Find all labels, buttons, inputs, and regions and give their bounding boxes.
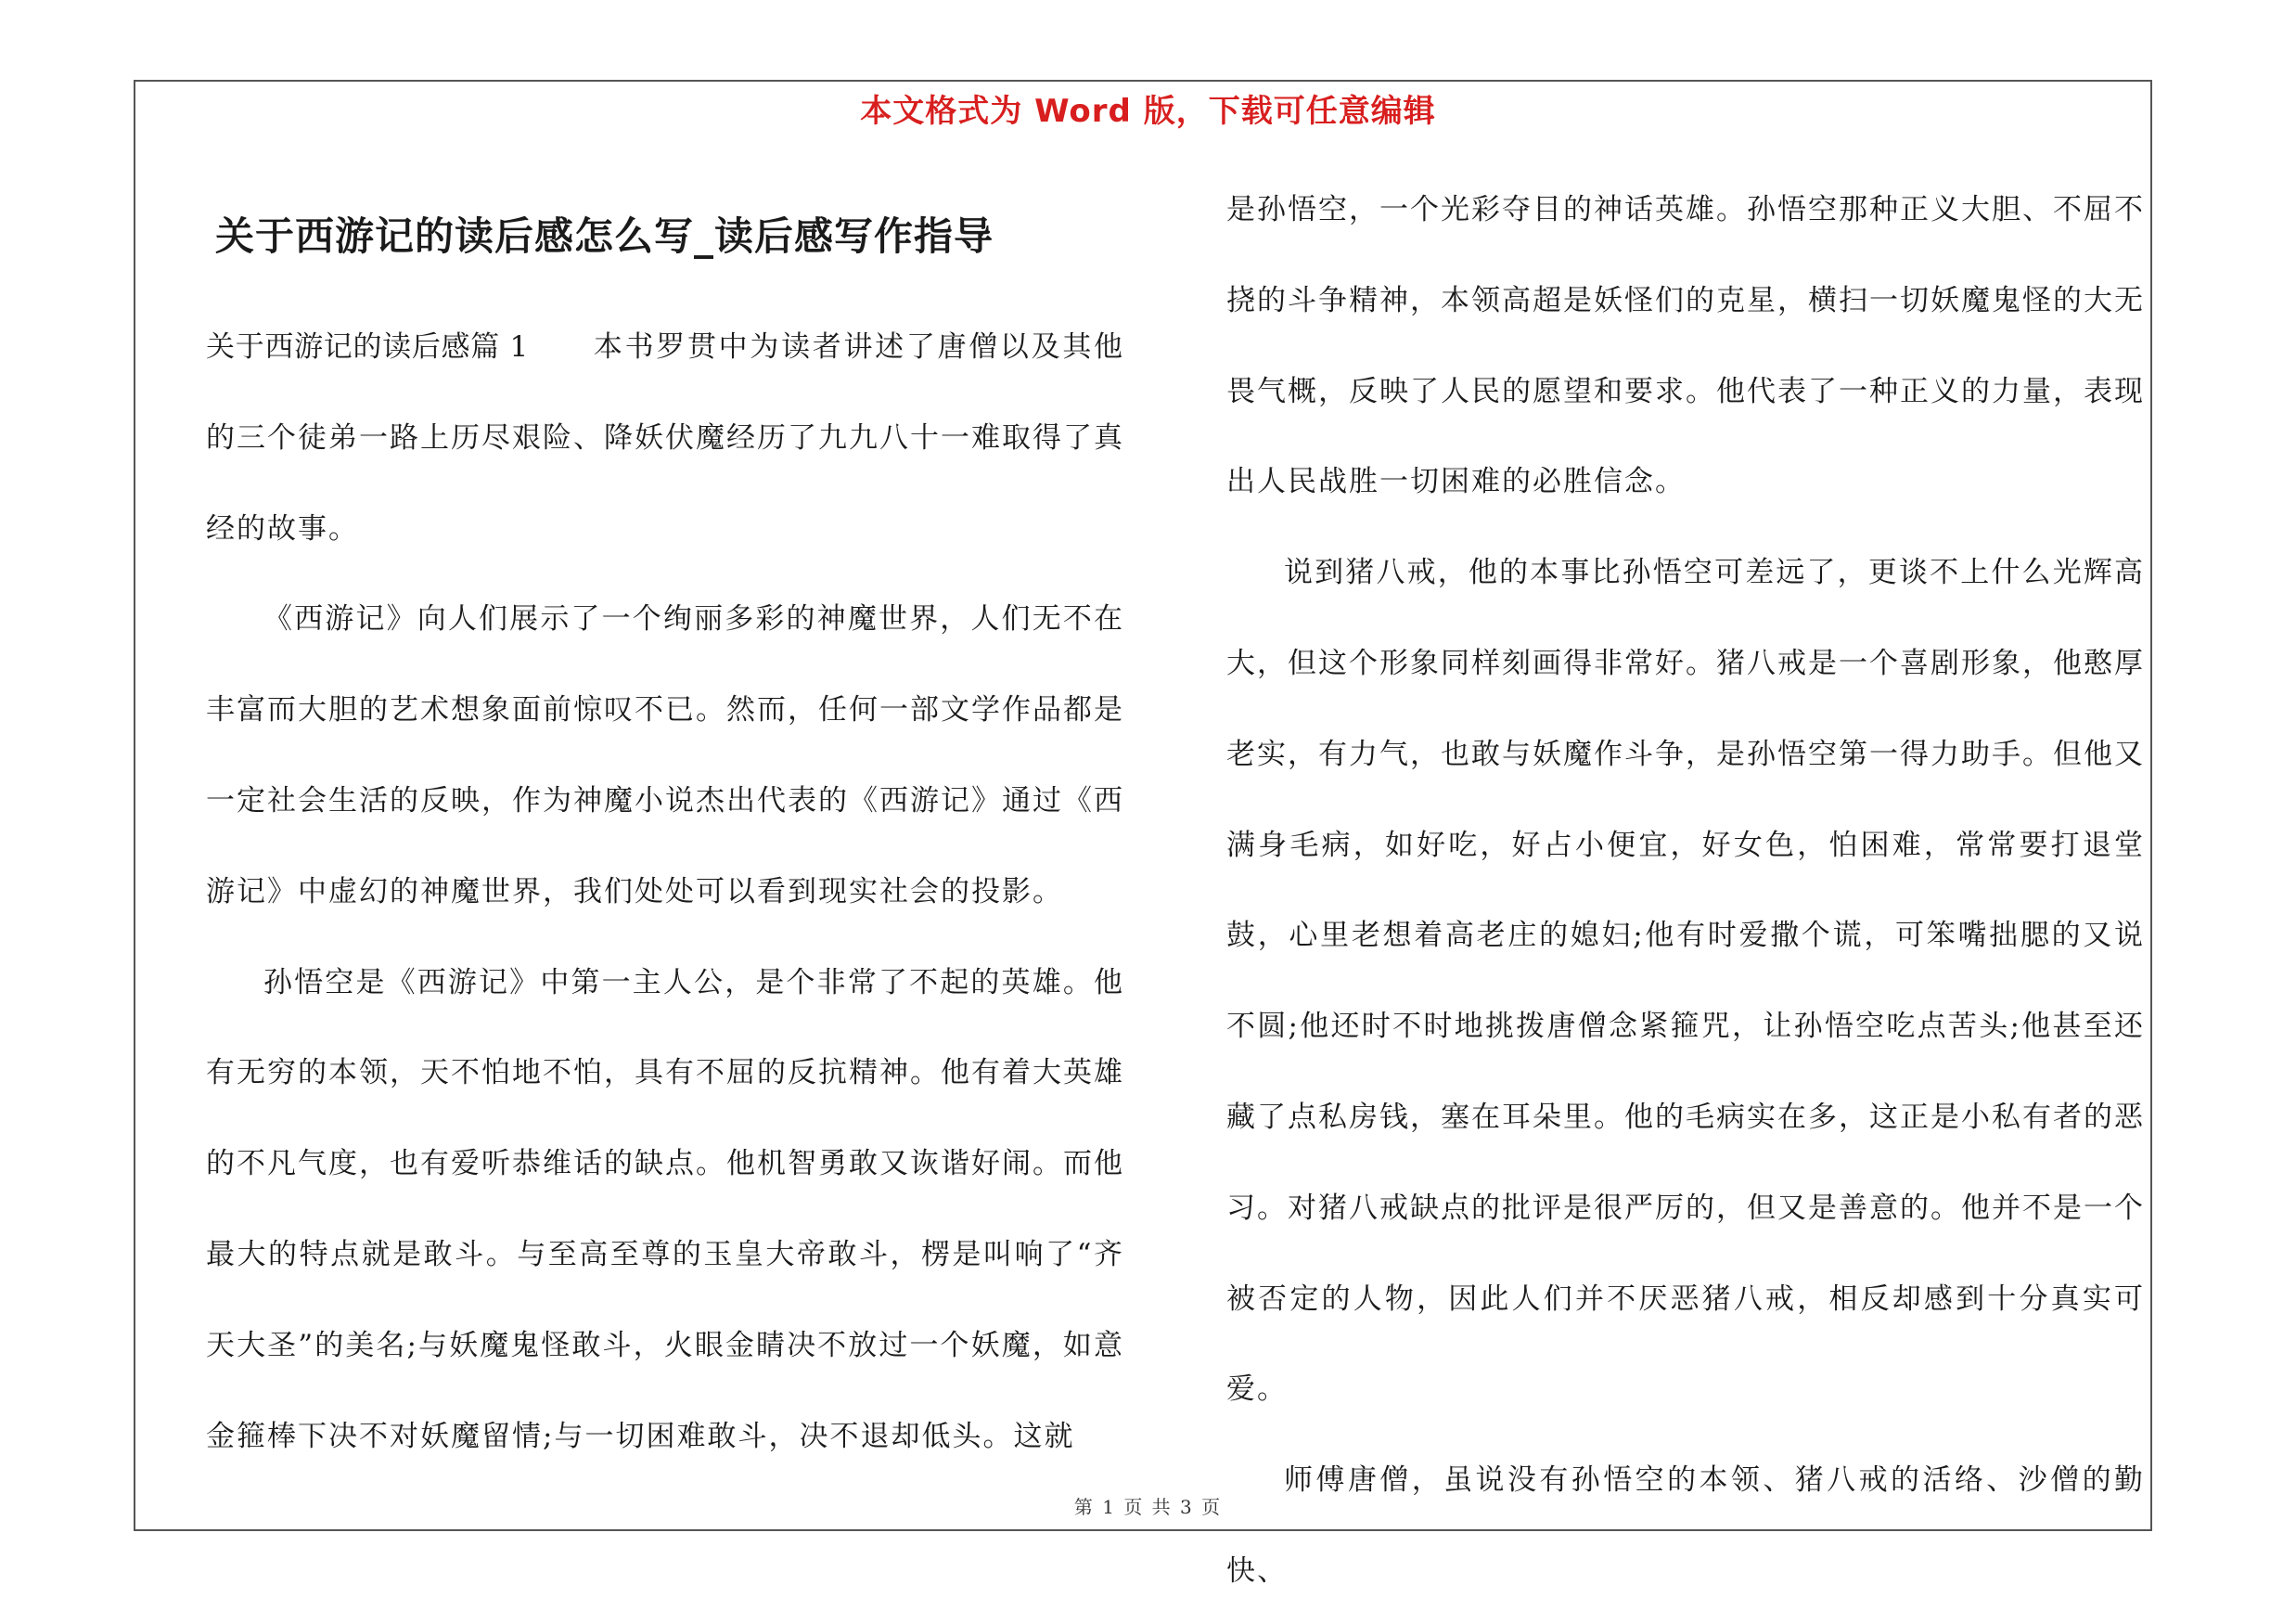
format-banner: 本文格式为 Word 版，下载可任意编辑 <box>860 93 1436 130</box>
left-column <box>206 303 1124 1482</box>
paragraph-zhu-bajie: 说到猪八戒，他的本事比孙悟空可差远了，更谈不上什么光辉高大，但这个形象同样刻画得非常好。猪八戒是一个喜剧形象，他憨厚老实，有力气，也敢与妖魔作斗争，是孙悟空第一得力助手。但他又满身毛病，如好吃，好占小便宜，好女色，怕困难，常常要打退堂鼓，心里老想着高老庄的媳妇;他有时爱撒个谎，可笨嘴拙腮的又说不圆;他还时不时地挑拨唐僧念紧箍咒，让孙悟空吃点苦头;他甚至还藏了点私房钱，塞在耳朵里。他的毛病实在多，这正是小私有者的恶习。对猪八戒缺点的批评是很严厉的，但又是善意的。他并不是一个被否定的人物，因此人们并不厌恶猪八戒，相反却感到十分真实可爱。 <box>1226 556 2145 1407</box>
paragraph-hero-continued: 是孙悟空，一个光彩夺目的神话英雄。孙悟空那种正义大胆、不屈不挠的斗争精神，本领高超是妖怪们的克星，横扫一切妖魔鬼怪的大无畏气概，反映了人民的愿望和要求。他代表了一种正义的力量，表现出人民战胜一切困难的必胜信念。 <box>1226 193 2145 499</box>
intro-paragraph <box>206 303 1124 574</box>
page-footer: 第 1 页 共 3 页 <box>1073 1496 1223 1518</box>
intro-text: 本书罗贯中为读者讲述了唐僧以及其他的三个徒弟一路上历尽艰险、降妖伏魔经历了九九八十一难取得了真经的故事。 <box>206 330 1125 546</box>
paragraph-sun-wukong: 孙悟空是《西游记》中第一主人公，是个非常了不起的英雄。他有无穷的本领，天不怕地不怕，具有不屈的反抗精神。他有着大英雄的不凡气度，也有爱听恭维话的缺点。他机智勇敢又诙谐好闹。而他最大的特点就是敢斗。与至高至尊的玉皇大帝敢斗，楞是叫响了“齐天大圣”的美名;与妖魔鬼怪敢斗，火眼金睛决不放过一个妖魔，如意金箍棒下决不对妖魔留情;与一切困难敢斗，决不退却低头。这就 <box>206 965 1124 1453</box>
right-column <box>1226 165 2145 1617</box>
paragraph-world: 《西游记》向人们展示了一个绚丽多彩的神魔世界，人们无不在丰富而大胆的艺术想象面前惊叹不已。然而，任何一部文学作品都是一定社会生活的反映，作为神魔小说杰出代表的《西游记》通过《西游记》中虚幻的神魔世界，我们处处可以看到现实社会的投影。 <box>206 602 1124 908</box>
document-title: 关于西游记的读后感怎么写_读后感写作指导 <box>215 213 994 259</box>
paragraph-tang-seng: 师傅唐僧，虽说没有孙悟空的本领、猪八戒的活络、沙僧的勤快、 <box>1226 1463 2145 1588</box>
section-label: 关于西游记的读后感篇 1 <box>206 330 529 364</box>
